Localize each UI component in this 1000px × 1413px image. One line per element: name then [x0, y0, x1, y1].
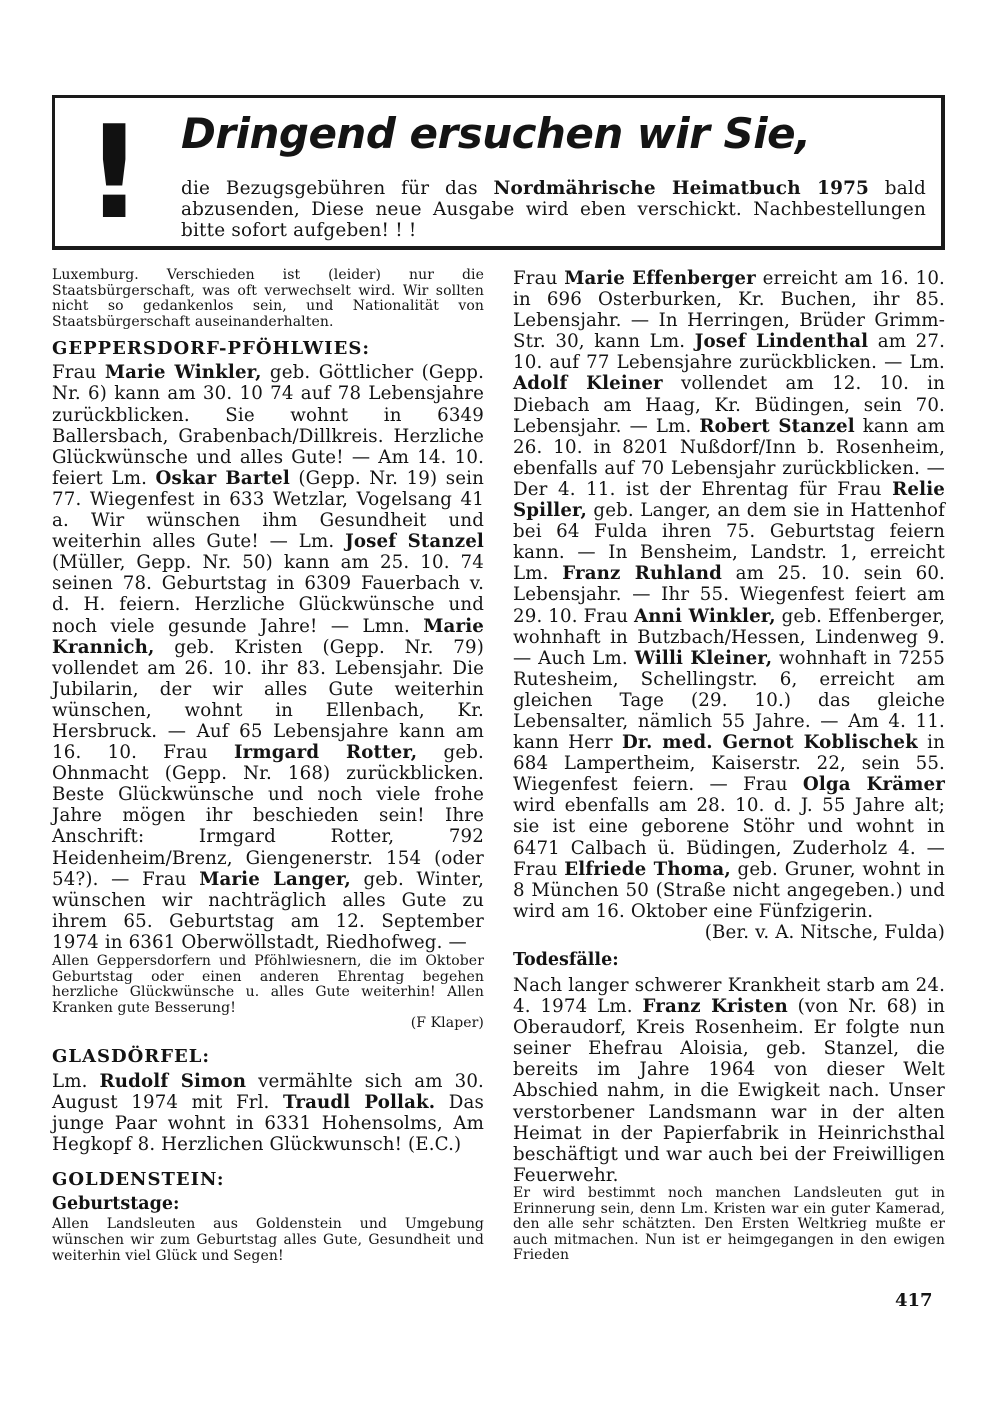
geppersdorf-greeting: Allen Geppersdorfern und Pföhlwiesnern, die im Oktober Geburtstag oder einen anderen Ehrentag begehen herzliche Glückwünsche u. alles Gute weiterhin! Allen Kranken gute Besserung!	[52, 953, 484, 1016]
goldenstein-text: Allen Landsleuten aus Goldenstein und Umgebung wünschen wir zum Geburtstag alles Gute, Gesundheit und weiterhin viel Glück und Segen!	[52, 1216, 484, 1264]
geppersdorf-text: Frau Marie Winkler, geb. Göttlicher (Gepp. Nr. 6) kann am 30. 10 74 auf 78 Lebensjahre zurückblicken. Sie wohnt in 6349 Ballersbach, Grabenbach/Dillkreis. Herzliche Glückwünsche und alles Gute! — Am 14. 10. feiert Lm. Oskar Bartel (Gepp. Nr. 19) sein 77. Wiegenfest in 633 Wetzlar, Vogelsang 41 a. Wir wünschen ihm Gesundheit und weiterhin alles Gute! — Lm. Josef Stanzel (Müller, Gepp. Nr. 50) kann am 25. 10. 74 seinen 78. Geburtstag in 6309 Fauerbach v. d. H. feiern. Herzliche Glückwünsche und noch viele gesunde Jahre! — Lmn. Marie Krannich, geb. Kristen (Gepp. Nr. 79) vollendet am 26. 10. ihr 83. Lebensjahr. Die Jubilarin, der wir alles Gute weiterhin wünschen, wohnt in Ellenbach, Kr. Hersbruck. — Auf 65 Lebensjahre kann am 16. 10. Frau Irmgard Rotter, geb. Ohnmacht (Gepp. Nr. 168) zurückblicken. Beste Glückwünsche und noch viele frohe Jahre mögen ihr beschieden sein! Ihre Anschrift: Irmgard Rotter, 792 Heidenheim/Brenz, Giengenerstr. 154 (oder 54?). — Frau Marie Langer, geb. Winter, wünschen wir nachträglich alles Gute zu ihrem 65. Geburtstag am 12. September 1974 in 6361 Oberwöllstadt, Riedhofweg. —	[52, 362, 485, 953]
notice-box	[52, 95, 945, 250]
section-heading-glasdoerfel: GLASDÖRFEL:	[52, 1045, 211, 1067]
glasdoerfel-text: Lm. Rudolf Simon vermählte sich am 30. August 1974 mit Frl. Traudl Pollak. Das junge Paar wohnt in 6331 Hohensolms, Am Hegkopf 8. Herzlichen Glückwunsch! (E.C.)	[52, 1070, 484, 1156]
left-column	[52, 268, 484, 1264]
subheading-geburtstage: Geburtstage:	[52, 1194, 180, 1215]
deaths-note: Er wird bestimmt noch manchen Landsleuten gut in Erinnerung sein, denn Lm. Kristen war ein guter Kamerad, den alle sehr schätzten. Den Ersten Weltkrieg mußte er auch mitmachen. Nun ist er heimgegangen in den ewigen Frieden	[513, 1184, 945, 1264]
section-heading-goldenstein: GOLDENSTEIN:	[52, 1169, 225, 1191]
notice-body: die Bezugsgebühren für das Nordmährische Heimatbuch 1975 bald abzusenden, Diese neue Ausgabe wird eben verschickt. Nachbestellungen bitte sofort aufgeben! ! !	[181, 178, 926, 241]
section-heading-geppersdorf: GEPPERSDORF-PFÖHLWIES:	[52, 338, 370, 360]
right-column	[513, 268, 945, 1264]
birthdays-text: Frau Marie Effenberger erreicht am 16. 10. in 696 Osterburken, Kr. Buchen, ihr 85. Lebensjahr. — In Herringen, Brüder Grimm-Str. 30, kann Lm. Josef Lindenthal am 27. 10. auf 77 Lebensjahre zurückblicken. — Lm. Adolf Kleiner vollendet am 12. 10. in Diebach am Haag, Kr. Büdingen, sein 70. Lebensjahr. — Lm. Robert Stanzel kann am 26. 10. in 8201 Nußdorf/Inn b. Rosenheim, ebenfalls auf 70 Lebensjahr zurückblicken. — Der 4. 11. ist der Ehrentag für Frau Relie Spiller, geb. Langer, an dem sie in Hattenhof bei 64 Fulda ihren 75. Geburtstag feiern kann. — In Bensheim, Landstr. 1, erreicht Lm. Franz Ruhland am 25. 10. sein 60. Lebensjahr. — Ihr 55. Wiegenfest feiert am 29. 10. Frau Anni Winkler, geb. Effenberger, wohnhaft in Butzbach/Hessen, Lindenweg 9. — Auch Lm. Willi Kleiner, wohnhaft in 7255 Rutesheim, Schellingstr. 6, erreicht am gleichen Tage (29. 10.) das gleiche Lebensalter, nämlich 55 Jahre. — Am 4. 11. kann Herr Dr. med. Gernot Koblischek in 684 Lampertheim, Kaiserstr. 22, sein 55. Wiegenfest feiern. — Frau Olga Krämer wird ebenfalls am 28. 10. d. J. 55 Jahre alt; sie ist eine geborene Stöhr und wohnt in 6471 Calbach ü. Büdingen, Zuderholz 4. — Frau Elfriede Thoma, geb. Gruner, wohnt in 8 München 50 (Straße nicht angegeben.) und wird am 16. Oktober eine Fünfzigerin.	[513, 268, 946, 922]
birthdays-signature: (Ber. v. A. Nitsche, Fulda)	[704, 921, 945, 943]
notice-title: Dringend ersuchen wir Sie,	[181, 109, 811, 158]
geppersdorf-signature: (F Klaper)	[410, 1015, 484, 1032]
section-heading-todesfaelle: Todesfälle:	[513, 950, 619, 970]
exclamation-mark: !	[85, 99, 144, 248]
page-number: 417	[895, 1290, 933, 1311]
deaths-text: Nach langer schwerer Krankheit starb am 24. 4. 1974 Lm. Franz Kristen (von Nr. 68) in Oberaudorf, Kreis Rosenheim. Er folgte nun seiner Ehefrau Aloisia, geb. Stanzel, die bereits im Jahre 1964 von dieser Welt Abschied nahm, in die Ewigkeit nach. Unser verstorbener Landsmann war in der alten Heimat in der Papierfabrik in Heinrichsthal beschäftigt und war auch bei der Freiwilligen Feuerwehr.	[513, 975, 946, 1186]
intro-note: Luxemburg. Verschieden ist (leider) nur die Staatsbürgerschaft, was oft verwechselt wird. Wir sollten nicht so gedankenlos sein, und Nationalität von Staatsbürgerschaft auseinanderhalten.	[52, 267, 484, 330]
